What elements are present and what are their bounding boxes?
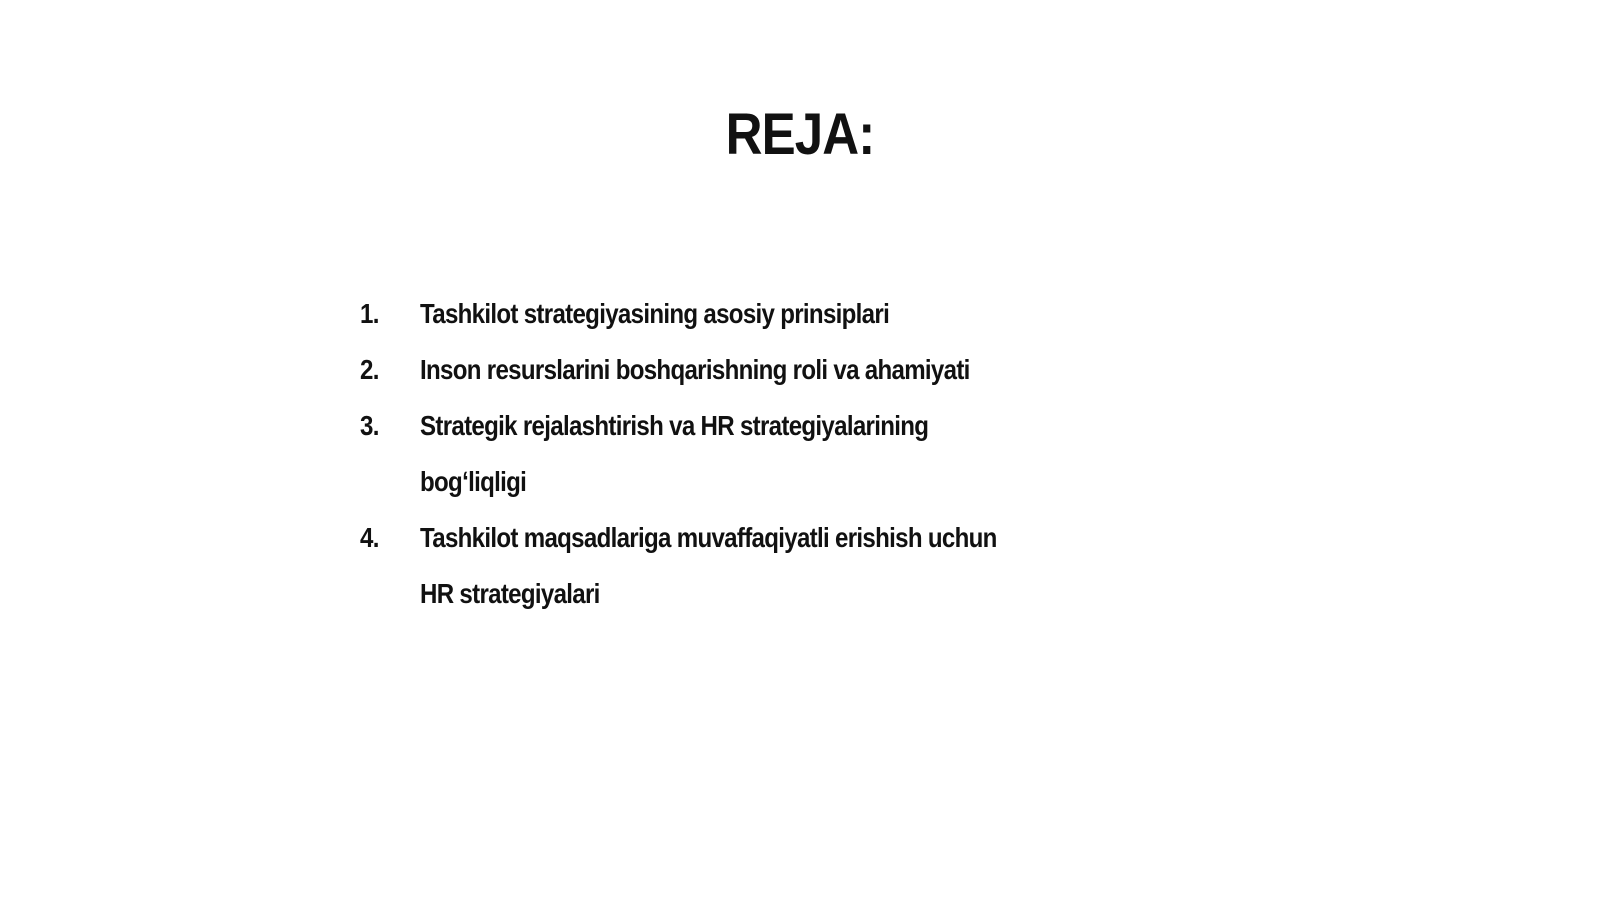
list-item-text: Strategik rejalashtirish va HR strategiyalarining bogʻliqligi — [420, 410, 929, 497]
list-item-number: 3. — [360, 410, 379, 441]
list-item-text: Tashkilot maqsadlariga muvaffaqiyatli erishish uchun HR strategiyalari — [420, 522, 997, 609]
list-item — [360, 398, 1260, 510]
list-item-number: 1. — [360, 298, 379, 329]
slide-title: REJA: — [725, 102, 875, 167]
list-item-number: 4. — [360, 522, 379, 553]
list-item-text: Tashkilot strategiyasining asosiy prinsiplari — [420, 298, 890, 329]
list-item — [360, 342, 1260, 398]
list-item — [360, 510, 1260, 622]
list-item-number: 2. — [360, 354, 379, 385]
list-item-text: Inson resurslarini boshqarishning roli va ahamiyati — [420, 354, 970, 385]
list-item — [360, 286, 1260, 342]
plan-list — [360, 286, 1260, 622]
